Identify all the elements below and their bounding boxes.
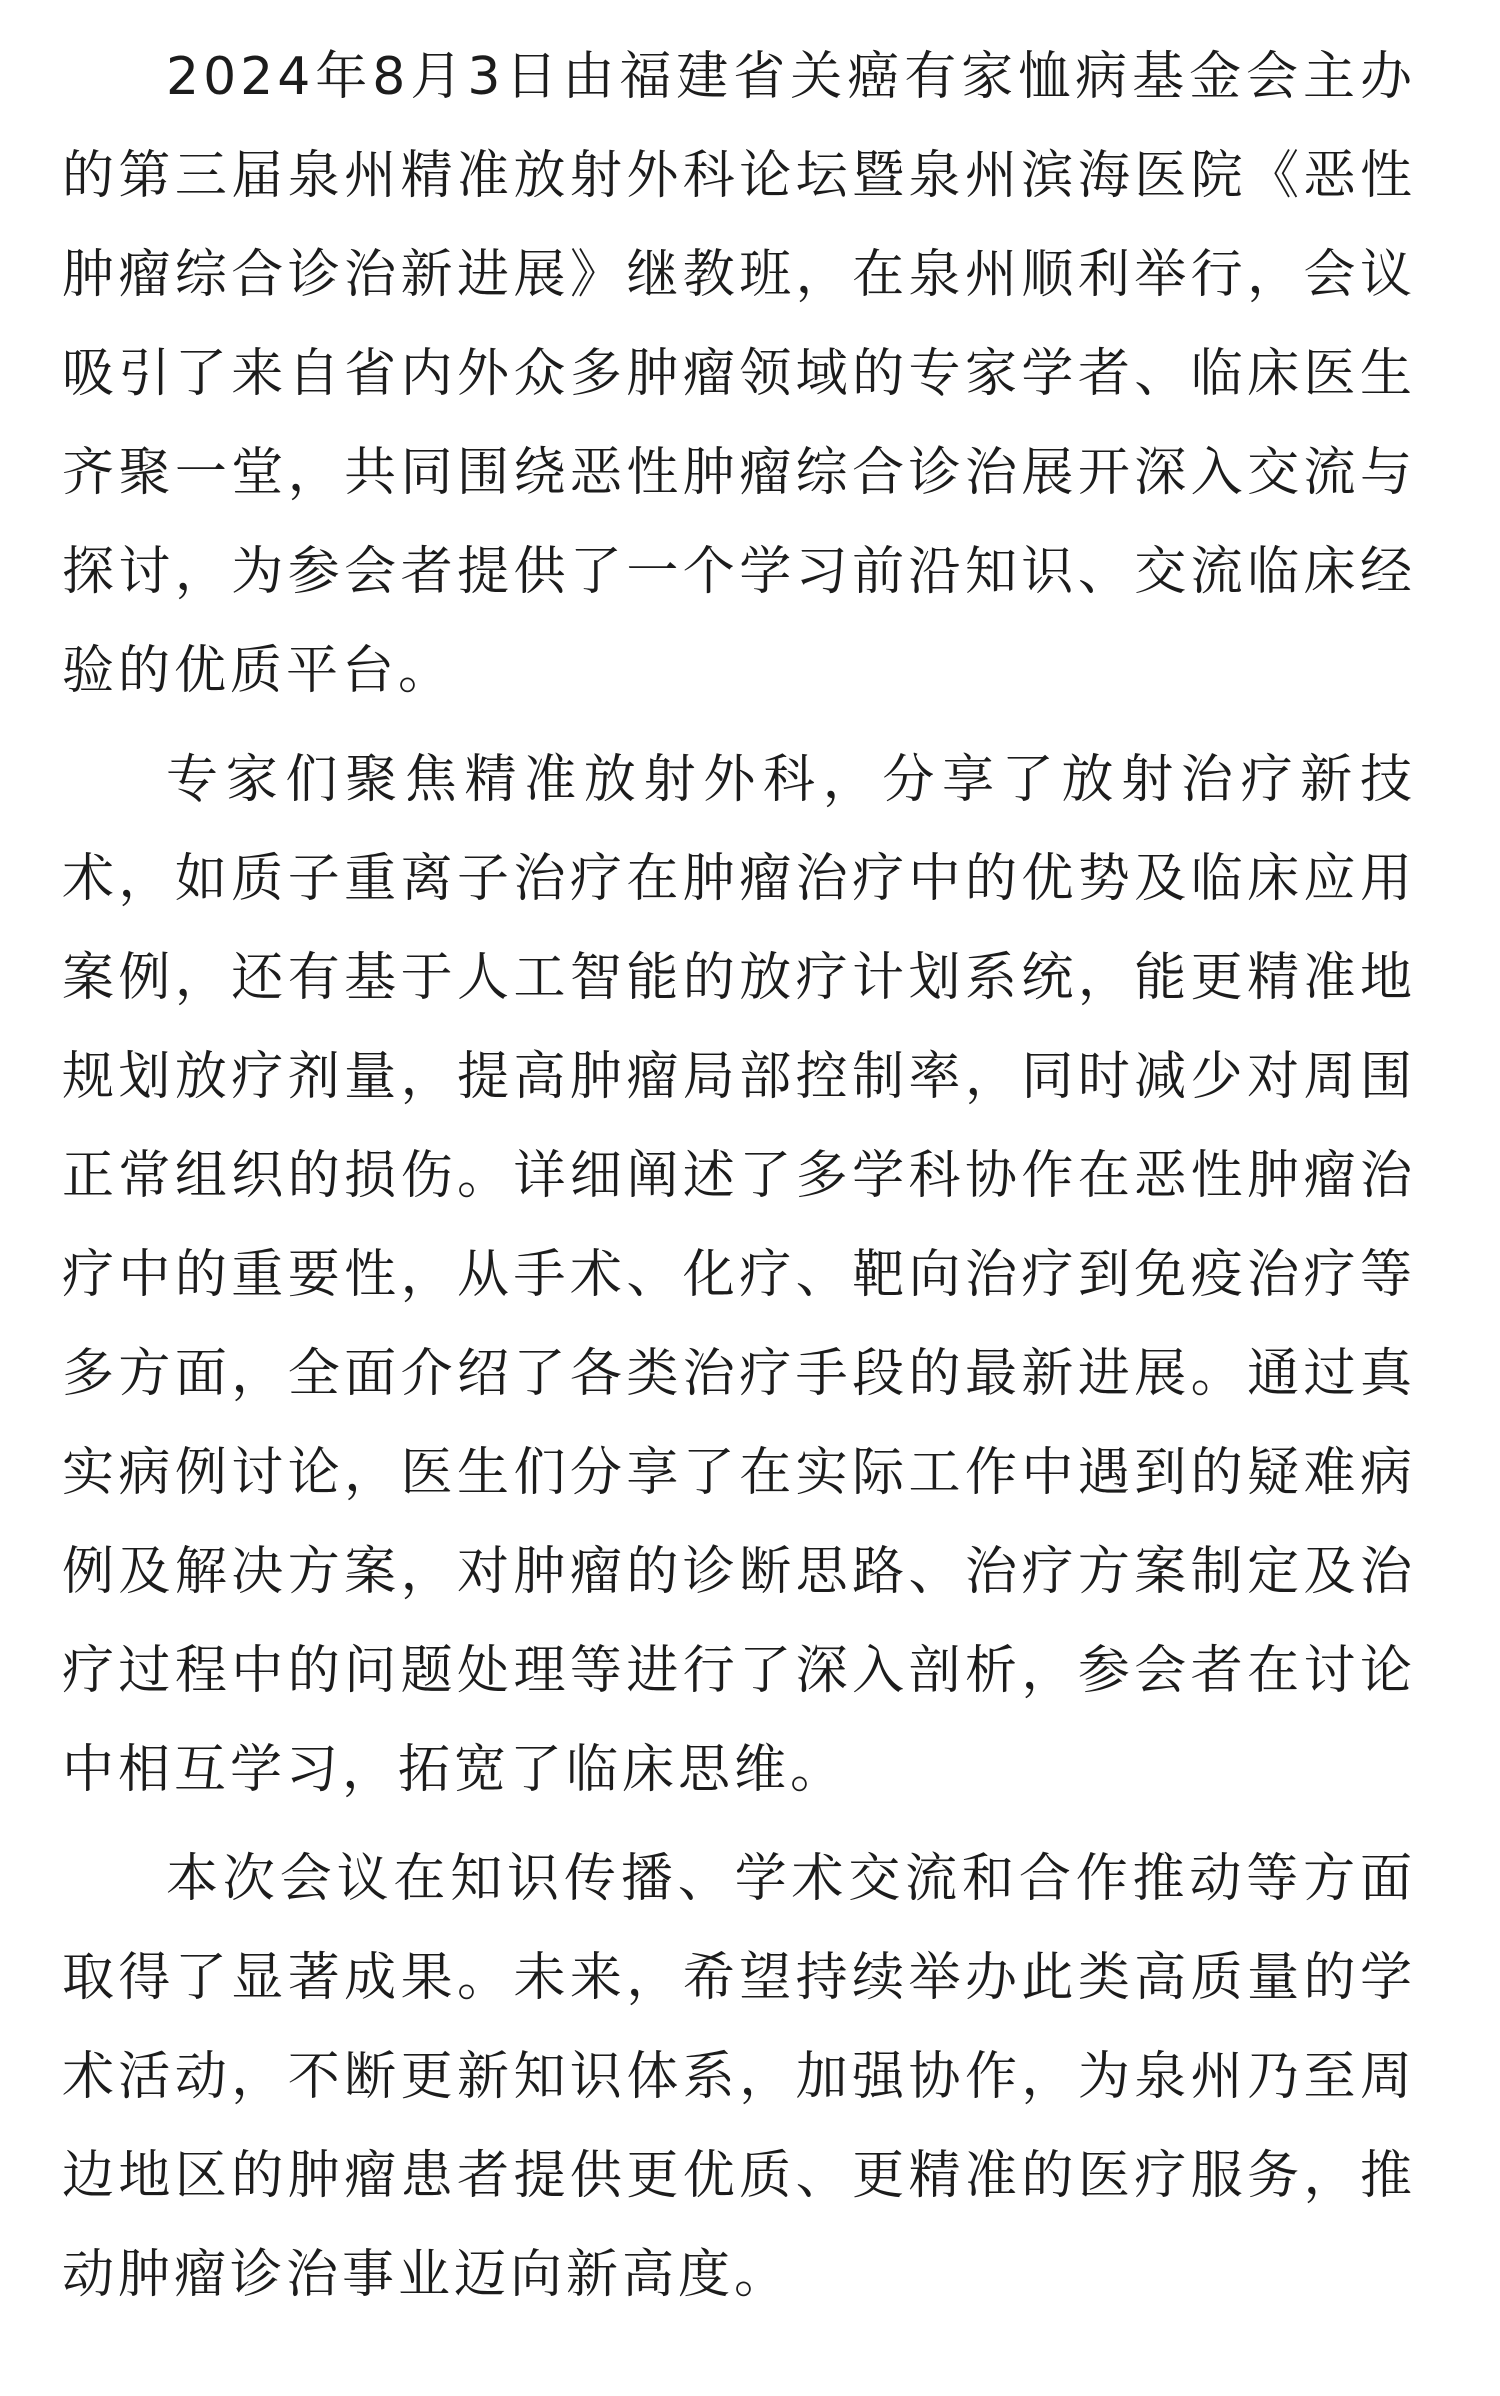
paragraph-conference-intro: 2024年8月3日由福建省关癌有家恤病基金会主办的第三届泉州精准放射外科论坛暨泉州滨海医院《恶性肿瘤综合诊治新进展》继教班，在泉州顺利举行，会议吸引了来自省内外众多肿瘤领域的专家学者、临床医生齐聚一堂，共同围绕恶性肿瘤综合诊治展开深入交流与探讨，为参会者提供了一个学习前沿知识、交流临床经验的优质平台。 [62, 47, 1416, 701]
paragraph-conclusion: 本次会议在知识传播、学术交流和合作推动等方面取得了显著成果。未来，希望持续举办此类高质量的学术活动，不断更新知识体系，加强协作，为泉州乃至周边地区的肿瘤患者提供更优质、更精准的医疗服务，推动肿瘤诊治事业迈向新高度。 [62, 1849, 1416, 2305]
paragraph-expert-sharing: 专家们聚焦精准放射外科，分享了放射治疗新技术，如质子重离子治疗在肿瘤治疗中的优势及临床应用案例，还有基于人工智能的放疗计划系统，能更精准地规划放疗剂量，提高肿瘤局部控制率，同时减少对周围正常组织的损伤。详细阐述了多学科协作在恶性肿瘤治疗中的重要性，从手术、化疗、靶向治疗到免疫治疗等多方面，全面介绍了各类治疗手段的最新进展。通过真实病例讨论，医生们分享了在实际工作中遇到的疑难病例及解决方案，对肿瘤的诊断思路、治疗方案制定及治疗过程中的问题处理等进行了深入剖析，参会者在讨论中相互学习，拓宽了临床思维。 [62, 750, 1416, 1800]
